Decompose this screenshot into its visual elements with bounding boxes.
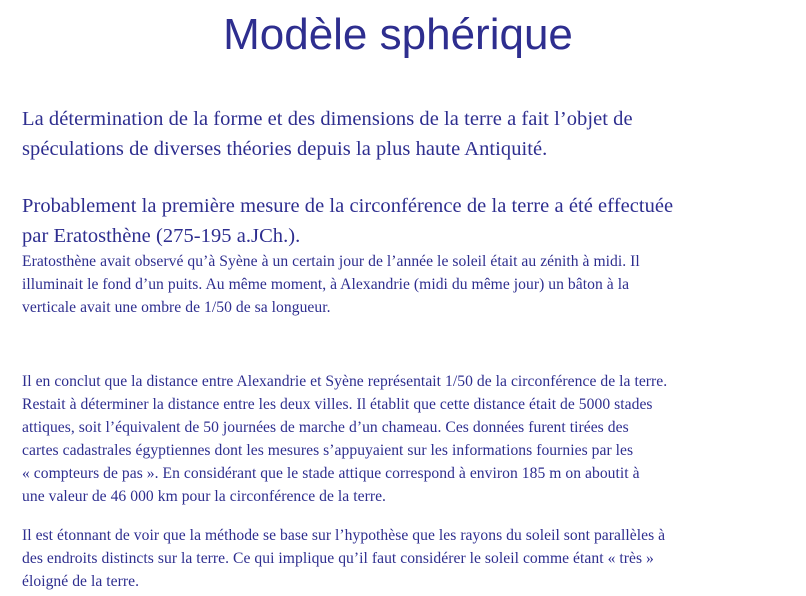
intro-paragraph-1: [22, 104, 802, 164]
paragraph-2-line-3: attiques, soit l’équivalent de 50 journées de marche d’un chameau. Ces données furent tirées des: [22, 419, 629, 436]
paragraph-2-line-5: « compteurs de pas ». En considérant que le stade attique correspond à environ 185 m on aboutit à: [22, 465, 640, 482]
paragraph-1-line-3: verticale avait une ombre de 1/50 de sa longueur.: [22, 299, 331, 316]
intro-2-line-1: Probablement la première mesure de la circonférence de la terre a été effectuée: [22, 195, 674, 217]
intro-paragraph-2: [22, 191, 802, 251]
slide-title: Modèle sphérique: [223, 10, 573, 59]
paragraph-2-line-1: Il en conclut que la distance entre Alexandrie et Syène représentait 1/50 de la circonférence de la terre.: [22, 373, 668, 390]
paragraph-2-line-6: une valeur de 46 000 km pour la circonférence de la terre.: [22, 488, 386, 505]
body-paragraph-1: [22, 250, 802, 319]
body-paragraph-3: [22, 524, 802, 593]
paragraph-1-line-1: Eratosthène avait observé qu’à Syène à un certain jour de l’année le soleil était au zénith à midi. Il: [22, 253, 640, 270]
paragraph-1-line-2: illuminait le fond d’un puits. Au même moment, à Alexandrie (midi du même jour) un bâton à la: [22, 276, 630, 293]
intro-1-line-1: La détermination de la forme et des dimensions de la terre a fait l’objet de: [22, 108, 633, 130]
paragraph-3-line-2: des endroits distincts sur la terre. Ce qui implique qu’il faut considérer le soleil comme étant « très »: [22, 550, 654, 567]
paragraph-3-line-1: Il est étonnant de voir que la méthode se base sur l’hypothèse que les rayons du soleil sont parallèles à: [22, 527, 666, 544]
paragraph-2-line-2: Restait à déterminer la distance entre les deux villes. Il établit que cette distance était de 5000 stades: [22, 396, 653, 413]
paragraph-2-line-4: cartes cadastrales égyptiennes dont les mesures s’appuyaient sur les informations fournies par les: [22, 442, 634, 459]
intro-1-line-2: spéculations de diverses théories depuis la plus haute Antiquité.: [22, 138, 548, 160]
intro-2-line-2: par Eratosthène (275-195 a.JCh.).: [22, 225, 301, 247]
body-paragraph-2: [22, 370, 802, 508]
paragraph-3-line-3: éloigné de la terre.: [22, 573, 140, 590]
